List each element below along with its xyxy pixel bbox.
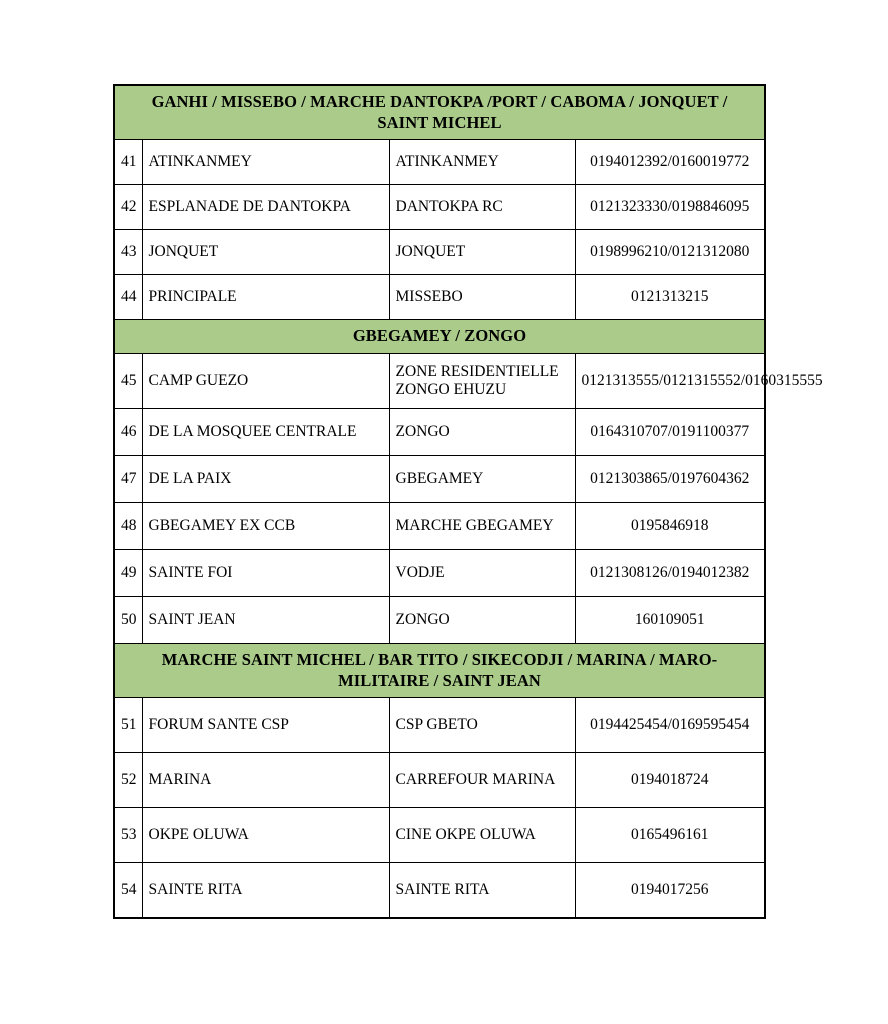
pharmacy-name: SAINTE FOI [142,549,389,596]
pharmacy-area: ATINKANMEY [389,140,575,185]
pharmacy-table-container [113,84,823,919]
row-number: 49 [114,549,142,596]
row-number: 47 [114,455,142,502]
pharmacy-area: CSP GBETO [389,698,575,753]
pharmacy-phone: 0164310707/0191100377 [575,408,765,455]
table-row [114,808,765,863]
row-number: 48 [114,502,142,549]
row-number: 50 [114,596,142,643]
pharmacy-name: JONQUET [142,230,389,275]
section-header-row [114,643,765,697]
row-number: 52 [114,753,142,808]
pharmacy-area: DANTOKPA RC [389,185,575,230]
row-number: 43 [114,230,142,275]
pharmacy-area: GBEGAMEY [389,455,575,502]
table-row [114,455,765,502]
section-title: MARCHE SAINT MICHEL / BAR TITO / SIKECODJI / MARINA / MARO-MILITAIRE / SAINT JEAN [114,643,765,697]
row-number: 51 [114,698,142,753]
row-number: 46 [114,408,142,455]
pharmacy-name: SAINTE RITA [142,863,389,919]
pharmacy-area: VODJE [389,549,575,596]
pharmacy-table [113,84,823,919]
pharmacy-name: SAINT JEAN [142,596,389,643]
pharmacy-area: ZONE RESIDENTIELLE ZONGO EHUZU [389,353,575,408]
pharmacy-name: GBEGAMEY EX CCB [142,502,389,549]
pharmacy-phone: 0194018724 [575,753,765,808]
pharmacy-name: FORUM SANTE CSP [142,698,389,753]
pharmacy-name: DE LA MOSQUEE CENTRALE [142,408,389,455]
pharmacy-phone: 0195846918 [575,502,765,549]
pharmacy-phone: 0194017256 [575,863,765,919]
pharmacy-name: OKPE OLUWA [142,808,389,863]
table-row [114,698,765,753]
table-row [114,353,765,408]
table-row [114,753,765,808]
pharmacy-phone: 0121308126/0194012382 [575,549,765,596]
table-row [114,596,765,643]
pharmacy-area: MISSEBO [389,275,575,320]
table-row [114,185,765,230]
pharmacy-area: CARREFOUR MARINA [389,753,575,808]
pharmacy-area: SAINTE RITA [389,863,575,919]
row-number: 45 [114,353,142,408]
table-row [114,408,765,455]
pharmacy-phone: 0194012392/0160019772 [575,140,765,185]
pharmacy-name: DE LA PAIX [142,455,389,502]
pharmacy-area: ZONGO [389,596,575,643]
table-row [114,140,765,185]
pharmacy-area: CINE OKPE OLUWA [389,808,575,863]
pharmacy-phone: 0198996210/0121312080 [575,230,765,275]
pharmacy-name: CAMP GUEZO [142,353,389,408]
row-number: 53 [114,808,142,863]
section-header-row [114,320,765,354]
table-row [114,502,765,549]
row-number: 42 [114,185,142,230]
section-title: GBEGAMEY / ZONGO [114,320,765,354]
table-row [114,230,765,275]
pharmacy-area: ZONGO [389,408,575,455]
row-number: 44 [114,275,142,320]
pharmacy-phone: 0121303865/0197604362 [575,455,765,502]
section-header-row [114,85,765,140]
row-number: 54 [114,863,142,919]
table-row [114,549,765,596]
pharmacy-area: MARCHE GBEGAMEY [389,502,575,549]
table-row [114,275,765,320]
pharmacy-name: PRINCIPALE [142,275,389,320]
pharmacy-name: ESPLANADE DE DANTOKPA [142,185,389,230]
pharmacy-phone: 160109051 [575,596,765,643]
table-row [114,863,765,919]
pharmacy-phone: 0121313215 [575,275,765,320]
pharmacy-name: ATINKANMEY [142,140,389,185]
pharmacy-phone: 0121323330/0198846095 [575,185,765,230]
row-number: 41 [114,140,142,185]
pharmacy-name: MARINA [142,753,389,808]
pharmacy-phone: 0194425454/0169595454 [575,698,765,753]
pharmacy-phone: 0165496161 [575,808,765,863]
section-title: GANHI / MISSEBO / MARCHE DANTOKPA /PORT / CABOMA / JONQUET / SAINT MICHEL [114,85,765,140]
pharmacy-phone: 0121313555/0121315552/0160315555 [575,353,765,408]
pharmacy-area: JONQUET [389,230,575,275]
